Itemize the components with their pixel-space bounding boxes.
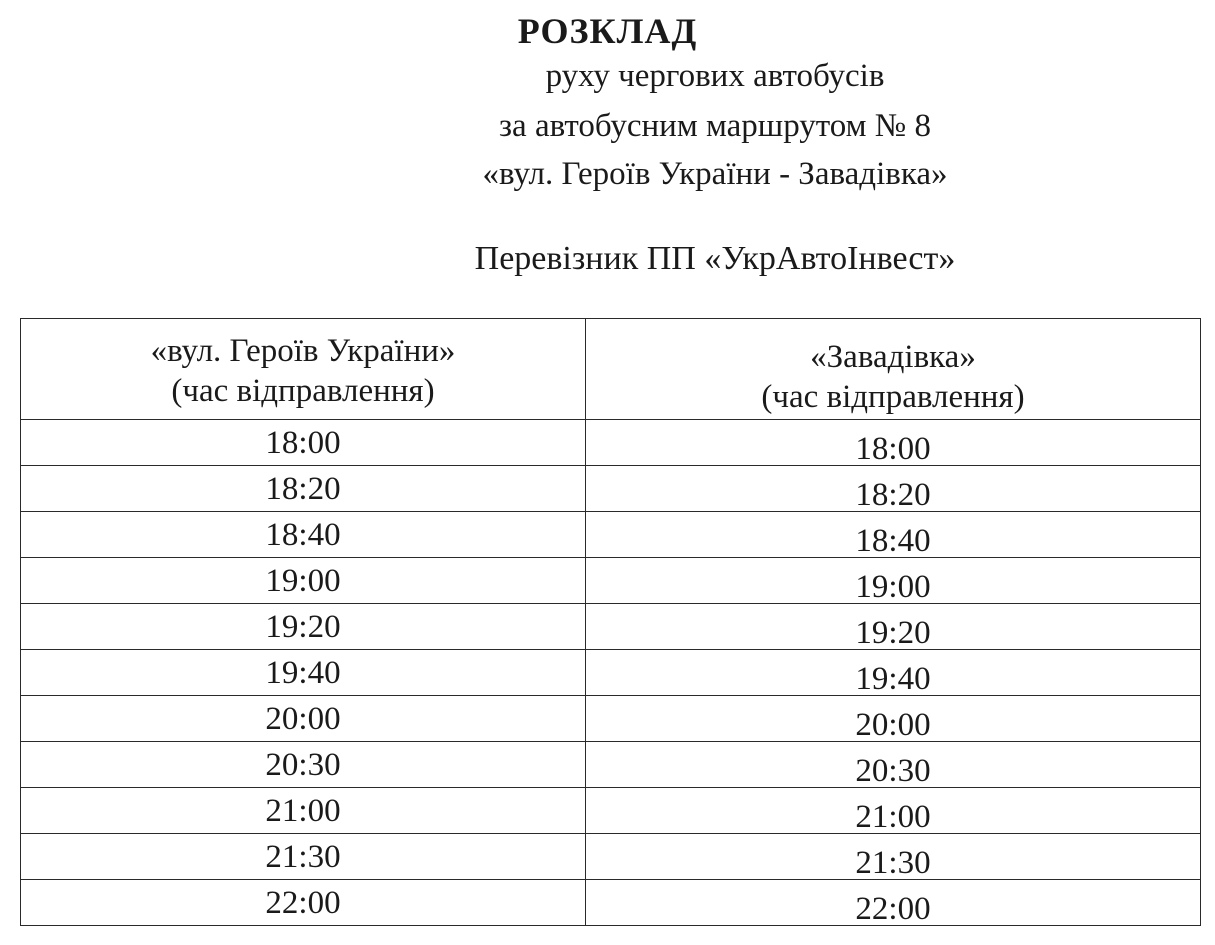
departure-time-right (586, 558, 1201, 604)
column-header-right (586, 319, 1201, 420)
table-row (21, 420, 1201, 466)
table-row (21, 512, 1201, 558)
document-title: РОЗКЛАД (517, 11, 698, 51)
departure-time-right-text: 19:20 (855, 614, 931, 651)
column-header-right-block (761, 337, 1024, 417)
departure-time-right (586, 742, 1201, 788)
departure-time-right (586, 880, 1201, 926)
departure-time-right-text: 20:00 (855, 706, 931, 743)
departure-time-right (586, 466, 1201, 512)
departure-time-right-text: 18:00 (855, 430, 931, 467)
table-row (21, 650, 1201, 696)
table-row (21, 604, 1201, 650)
departure-time-left: 21:30 (21, 834, 586, 880)
table-row (21, 880, 1201, 926)
departure-time-left: 18:40 (21, 512, 586, 558)
departure-time-left: 19:40 (21, 650, 586, 696)
departure-time-left: 22:00 (21, 880, 586, 926)
departure-time-right (586, 834, 1201, 880)
column-header-right-sub: (час відправлення) (761, 379, 1025, 415)
table-row (21, 742, 1201, 788)
departure-time-left: 20:00 (21, 696, 586, 742)
route-name: «вул. Героїв України - Завадівка» (482, 156, 948, 192)
carrier-line: Перевізник ПП «УкрАвтоІнвест» (474, 240, 956, 277)
departure-time-right (586, 604, 1201, 650)
column-header-right-name: «Завадівка» (810, 339, 976, 375)
table-row (21, 834, 1201, 880)
departure-time-right-text: 20:30 (855, 752, 931, 789)
departure-time-left: 19:00 (21, 558, 586, 604)
departure-time-right-text: 21:30 (855, 844, 931, 881)
departure-time-right (586, 650, 1201, 696)
subtitle-line-2: за автобусним маршрутом № 8 (499, 108, 931, 144)
table-header-row (21, 319, 1201, 420)
departure-time-left: 21:00 (21, 788, 586, 834)
departure-time-left: 18:00 (21, 420, 586, 466)
departure-time-right-text: 18:20 (855, 476, 931, 513)
departure-time-right (586, 512, 1201, 558)
table-row (21, 696, 1201, 742)
column-header-left-sub: (час відправлення) (171, 373, 435, 409)
schedule-table (20, 318, 1201, 926)
subtitle-line-1: руху чергових автобусів (545, 58, 885, 94)
departure-time-right-text: 22:00 (855, 890, 931, 927)
departure-time-left: 18:20 (21, 466, 586, 512)
departure-time-right-text: 19:40 (855, 660, 931, 697)
departure-time-right (586, 696, 1201, 742)
departure-time-right (586, 420, 1201, 466)
departure-time-right-text: 19:00 (855, 568, 931, 605)
departure-time-left: 20:30 (21, 742, 586, 788)
table-row (21, 558, 1201, 604)
departure-time-left: 19:20 (21, 604, 586, 650)
departure-time-right-text: 21:00 (855, 798, 931, 835)
table-row (21, 788, 1201, 834)
departure-time-right-text: 18:40 (855, 522, 931, 559)
column-header-left-name: «вул. Героїв України» (150, 333, 456, 369)
schedule-table-wrapper (20, 318, 1200, 930)
table-row (21, 466, 1201, 512)
departure-time-right (586, 788, 1201, 834)
column-header-left (21, 319, 586, 420)
